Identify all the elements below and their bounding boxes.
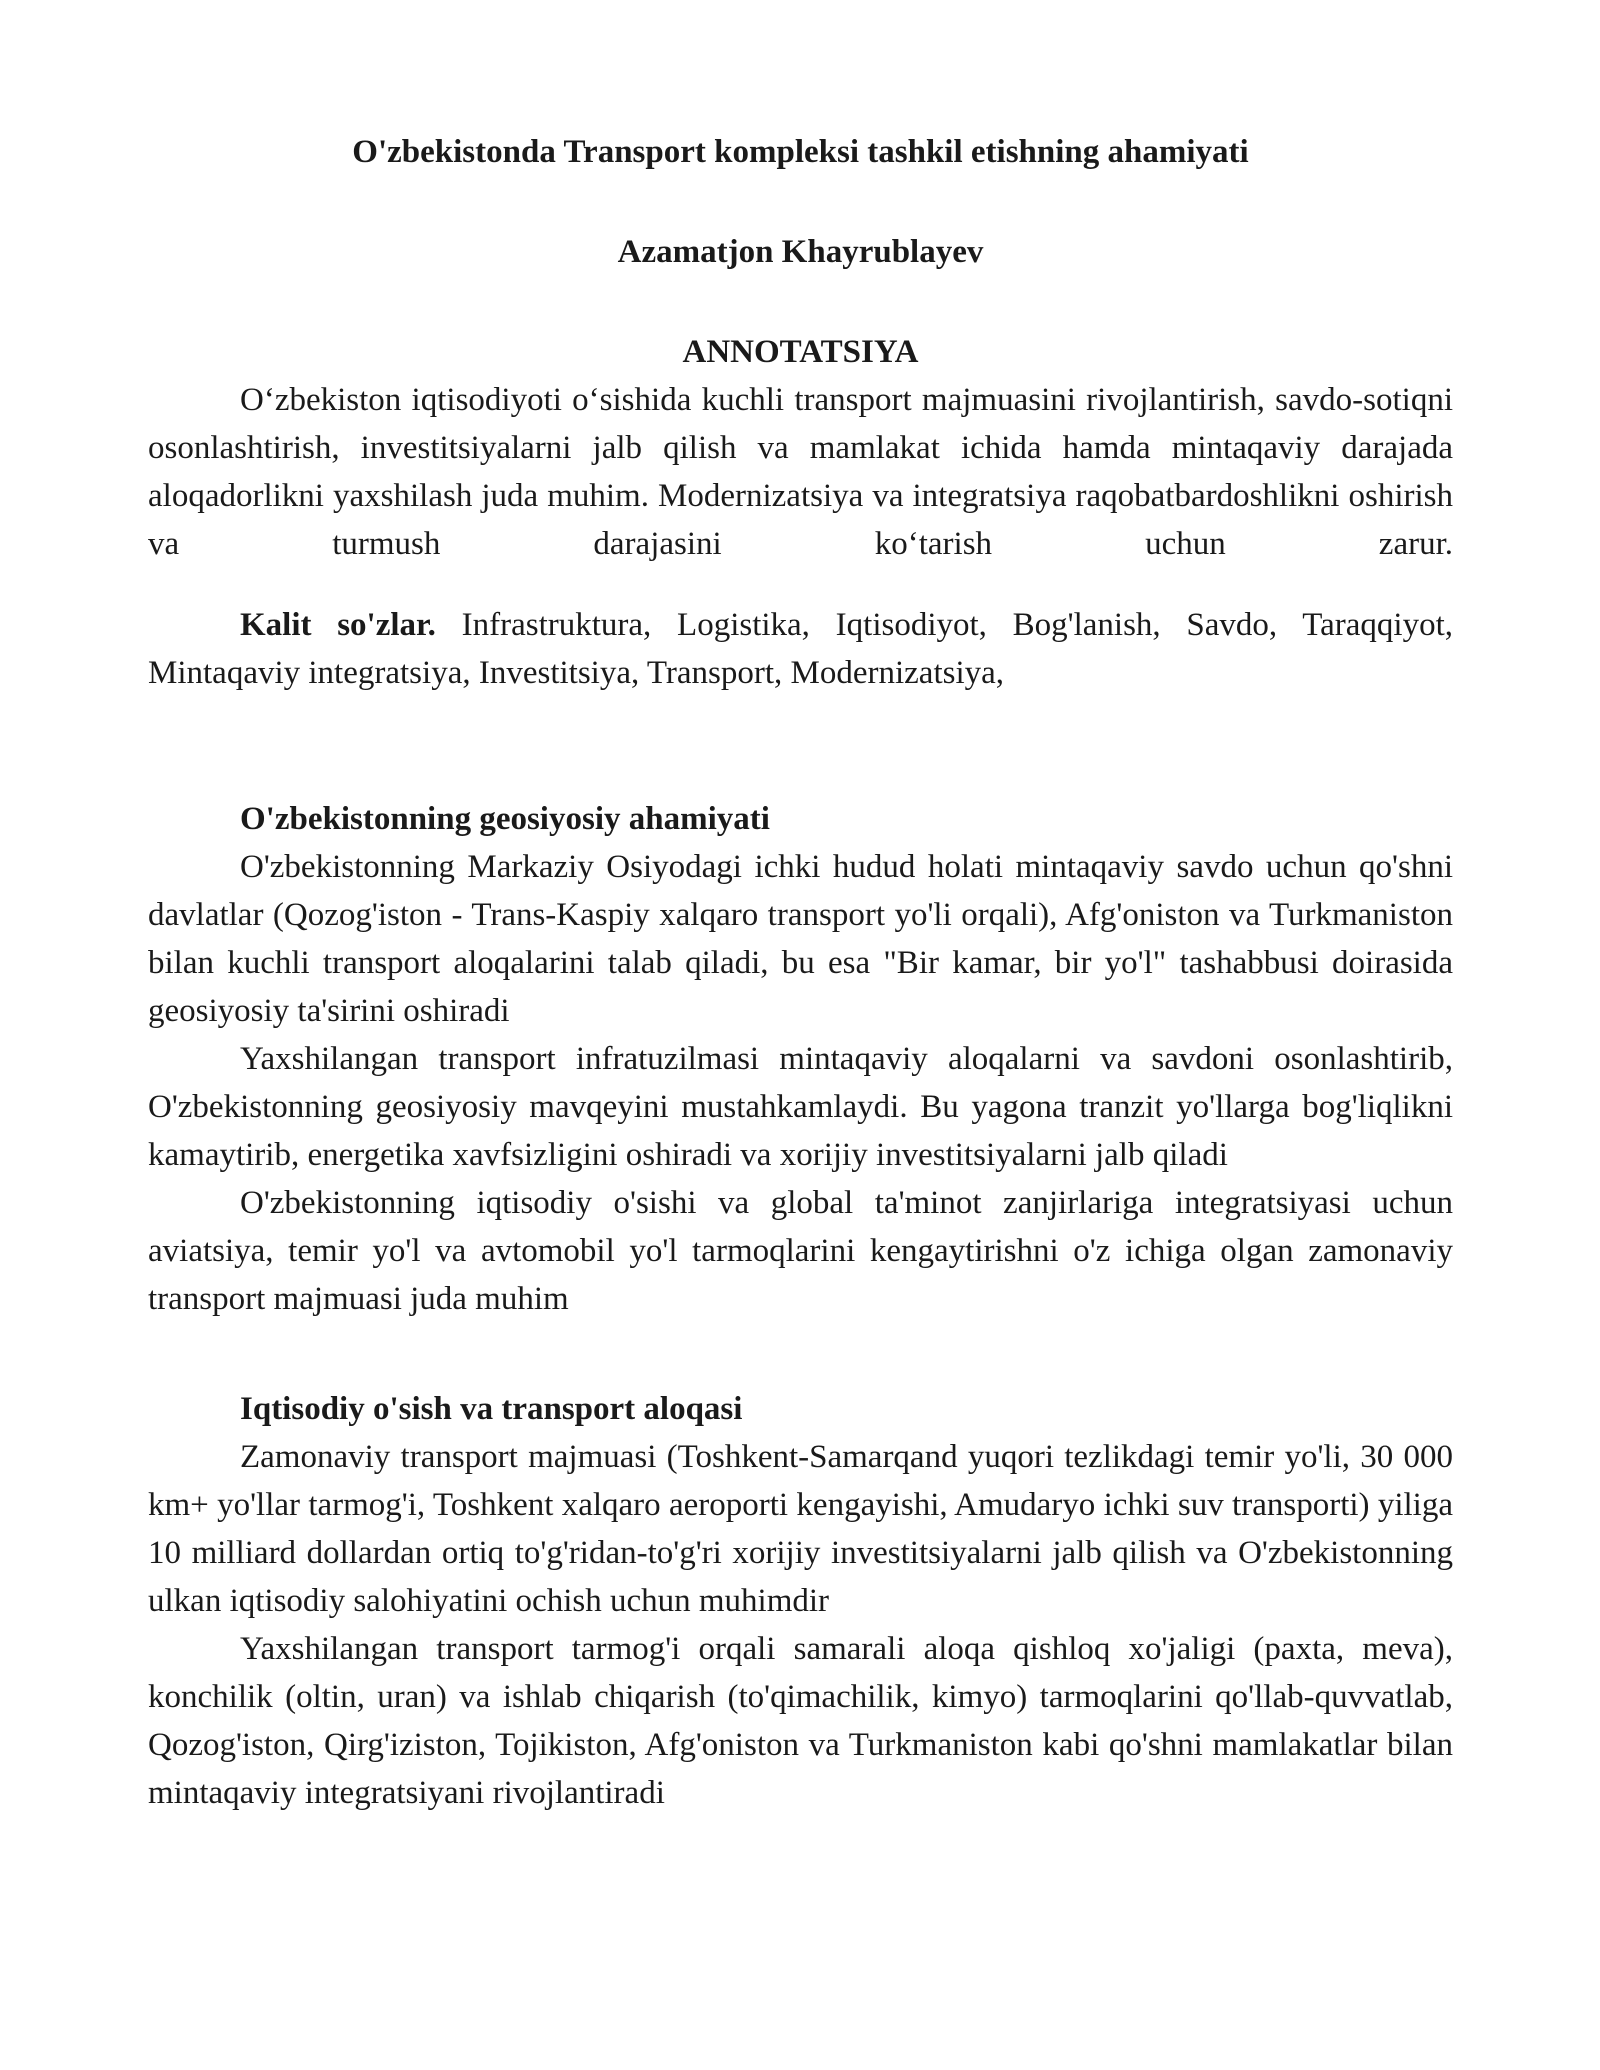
keywords-paragraph [148,601,1453,697]
section-paragraph: O'zbekistonning iqtisodiy o'sishi va global ta'minot zanjirlariga integratsiyasi uchun aviatsiya, temir yo'l va avtomobil yo'l tarmoqlarini kengaytirishni o'z ichiga olgan zamonaviy transport majmuasi juda muhim [148,1185,1453,1317]
author-name: Azamatjon Khayrublayev [617,234,984,270]
section-paragraph: Yaxshilangan transport tarmog'i orqali samarali aloqa qishloq xo'jaligi (paxta, meva), konchilik (oltin, uran) va ishlab chiqarish (to'qimachilik, kimyo) tarmoqlarini qo'llab-quvvatlab, Qozog'iston, Qirg'iziston, Tojikiston, Afg'oniston va Turkmaniston kabi qo'shni mamlakatlar bilan mintaqaviy integratsiyani rivojlantiradi [148,1631,1453,1811]
section-heading-geopolitics: O'zbekistonning geosiyosiy ahamiyati [240,801,770,837]
section-paragraph: O'zbekistonning Markaziy Osiyodagi ichki hudud holati mintaqaviy savdo uchun qo'shni davlatlar (Qozog'iston - Trans-Kaspiy xalqaro transport yo'li orqali), Afg'oniston va Turkmaniston bilan kuchli transport aloqalarini talab qiladi, bu esa "Bir kamar, bir yo'l" tashabbusi doirasida geosiyosiy ta'sirini oshiradi [148,849,1453,1029]
section-paragraph: Zamonaviy transport majmuasi (Toshkent-Samarqand yuqori tezlikdagi temir yo'li, 30 000 km+ yo'llar tarmog'i, Toshkent xalqaro aeroporti kengayishi, Amudaryo ichki suv transporti) yiliga 10 milliard dollardan ortiq to'g'ridan-to'g'ri xorijiy investitsiyalarni jalb qilish va O'zbekistonning ulkan iqtisodiy salohiyatini ochish uchun muhimdir [148,1439,1453,1619]
keywords-text: Infrastruktura, Logistika, Iqtisodiyot, Bog'lanish, Savdo, Taraqqiyot, Mintaqaviy integratsiya, Investitsiya, Transport, Modernizatsiya, [148,607,1453,691]
keywords-label: Kalit so'zlar. [240,607,436,643]
document-page [148,128,1453,1817]
paper-title: O'zbekistonda Transport kompleksi tashkil etishning ahamiyati [352,134,1249,170]
section-heading-economic-growth: Iqtisodiy o'sish va transport aloqasi [240,1391,743,1427]
annotation-text: O‘zbekiston iqtisodiyoti o‘sishida kuchli transport majmuasini rivojlantirish, savdo-sotiqni osonlashtirish, investitsiyalarni jalb qilish va mamlakat ichida hamda mintaqaviy darajada aloqadorlikni yaxshilash juda muhim. Modernizatsiya va integratsiya raqobatbardoshlikni oshirish va turmush darajasini ko‘tarish uchun zarur. [148,382,1453,562]
annotation-heading: ANNOTATSIYA [682,334,919,370]
section-paragraph: Yaxshilangan transport infratuzilmasi mintaqaviy aloqalarni va savdoni osonlashtirib, O'zbekistonning geosiyosiy mavqeyini mustahkamlaydi. Bu yagona tranzit yo'llarga bog'liqlikni kamaytirib, energetika xavfsizligini oshiradi va xorijiy investitsiyalarni jalb qiladi [148,1041,1453,1173]
